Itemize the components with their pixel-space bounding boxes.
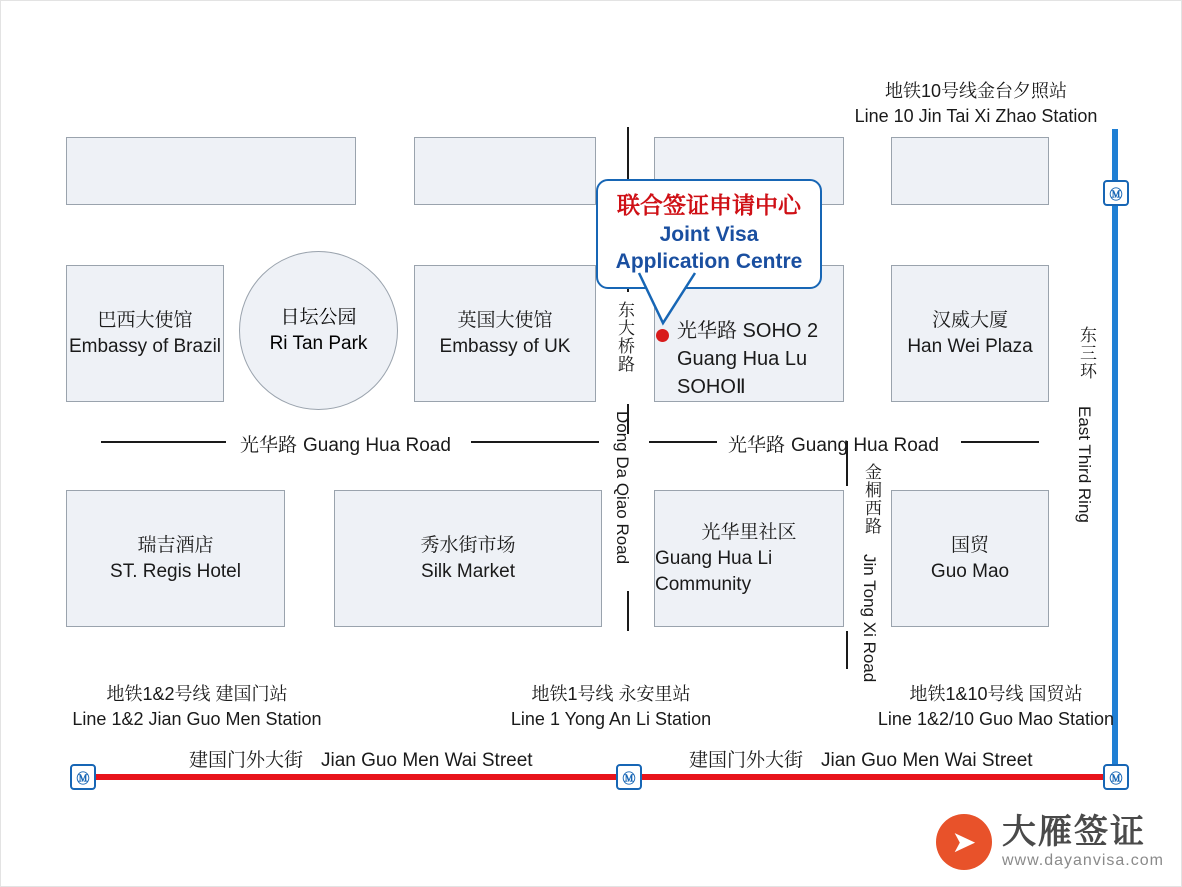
- callout-title-en-line1: Joint Visa: [659, 223, 759, 246]
- station-label-jin-tai-xi-zhao: [846, 79, 1106, 129]
- watermark-brand-cn: 大雁签证: [1002, 813, 1146, 851]
- road-guang-hua-segment-1: [101, 441, 226, 443]
- block-label-cn: 巴西大使馆: [97, 309, 193, 331]
- map-block-unlabeled-4: [891, 137, 1049, 205]
- station-label-cn: 地铁10号线金台夕照站: [884, 81, 1068, 101]
- station-label-yong-an-li: [481, 682, 741, 732]
- block-label-en: Guo Mao: [930, 560, 1010, 582]
- block-label-en: ST. Regis Hotel: [110, 560, 241, 582]
- callout-title-en-line2: Application Centre: [615, 250, 803, 273]
- watermark-logo-icon: [936, 814, 992, 870]
- road-label-en: Guang Hua Road: [303, 435, 451, 456]
- map-block-silk-market: [334, 490, 602, 627]
- station-label-jian-guo-men: [66, 682, 328, 732]
- watermark: [936, 813, 1164, 871]
- watermark-text: [1002, 813, 1164, 871]
- map-block-st-regis-hotel: [66, 490, 285, 627]
- road-dong-da-qiao-segment-3: [627, 591, 629, 631]
- block-label-en: Embassy of UK: [439, 335, 571, 357]
- block-label-cn: 汉威大厦: [931, 309, 1008, 331]
- road-jin-tong-xi-segment-1: [846, 441, 848, 486]
- block-label-cn: 瑞吉酒店: [137, 534, 214, 556]
- road-label-en: Jian Guo Men Wai Street: [321, 750, 533, 771]
- metro-station-icon-guo-mao[interactable]: [1103, 764, 1129, 790]
- station-label-cn: 地铁1号线 永安里站: [531, 684, 691, 704]
- map-block-unlabeled-1: [66, 137, 356, 205]
- road-label-jin-tong-xi-en: Jin Tong Xi Road: [860, 554, 879, 683]
- road-label-dong-da-qiao-en: Dong Da Qiao Road: [613, 411, 632, 565]
- block-label-en: Silk Market: [421, 560, 515, 582]
- station-label-en: Line 1&2/10 Guo Mao Station: [877, 709, 1115, 729]
- road-label-jin-tong-xi-cn: 金桐西路: [862, 463, 881, 535]
- park-label-en: Ri Tan Park: [269, 332, 368, 354]
- road-label-cn: 建国门外大街: [189, 750, 304, 771]
- block-label-cn: 英国大使馆: [457, 309, 553, 331]
- metro-station-icon-jin-tai-xi-zhao[interactable]: [1103, 180, 1129, 206]
- block-label-cn: 光华里社区: [701, 521, 797, 543]
- watermark-logo-glyph: ➤: [951, 825, 977, 859]
- location-marker-dot: [656, 329, 669, 342]
- metro-station-icon-yong-an-li[interactable]: [616, 764, 642, 790]
- road-guang-hua-segment-3: [649, 441, 717, 443]
- road-label-jian-guo-men-wai-right: [689, 745, 1033, 772]
- road-label-guang-hua-left: [240, 430, 451, 457]
- station-label-en: Line 1 Yong An Li Station: [510, 709, 712, 729]
- park-label-cn: 日坛公园: [280, 306, 357, 328]
- road-label-en: Jian Guo Men Wai Street: [821, 750, 1033, 771]
- metro-icon-glyph: Ⓜ: [1109, 770, 1123, 786]
- road-label-cn: 光华路: [240, 435, 298, 456]
- map-block-guo-mao: [891, 490, 1049, 627]
- road-jin-tong-xi-segment-2: [846, 631, 848, 669]
- road-label-east-third-ring-cn: 东三环: [1077, 326, 1096, 380]
- road-label-en: Guang Hua Road: [791, 435, 939, 456]
- map-block-embassy-of-uk: [414, 265, 596, 402]
- metro-station-icon-jian-guo-men[interactable]: [70, 764, 96, 790]
- block-label-en: Han Wei Plaza: [907, 335, 1033, 357]
- marker-label-en: Guang Hua Lu SOHOⅡ: [677, 348, 808, 398]
- map-block-guang-hua-li-community: [654, 490, 844, 627]
- subway-line-1: [81, 774, 1115, 780]
- block-label-cn: 秀水街市场: [420, 534, 516, 556]
- block-label-en: Guang Hua Li Community: [655, 547, 773, 595]
- block-label-cn: 国贸: [950, 534, 989, 556]
- metro-icon-glyph: Ⓜ: [76, 770, 90, 786]
- watermark-brand-url: www.dayanvisa.com: [1002, 852, 1164, 869]
- location-marker-label: [677, 317, 852, 401]
- map-block-embassy-of-brazil: [66, 265, 224, 402]
- marker-label-cn: 光华路 SOHO 2: [677, 320, 819, 342]
- callout-title-cn: 联合签证申请中心: [617, 192, 801, 218]
- map-area-ri-tan-park: [239, 251, 398, 410]
- road-label-cn: 光华路: [728, 435, 786, 456]
- road-label-dong-da-qiao-cn: 东大桥路: [615, 301, 634, 373]
- station-label-en: Line 10 Jin Tai Xi Zhao Station: [854, 106, 1098, 126]
- map-block-han-wei-plaza: [891, 265, 1049, 402]
- station-label-cn: 地铁1&2号线 建国门站: [106, 684, 288, 704]
- road-label-cn: 建国门外大街: [689, 750, 804, 771]
- road-label-east-third-ring-en: East Third Ring: [1075, 406, 1094, 523]
- station-label-cn: 地铁1&10号线 国贸站: [909, 684, 1083, 704]
- station-label-en: Line 1&2 Jian Guo Men Station: [72, 709, 322, 729]
- metro-icon-glyph: Ⓜ: [622, 770, 636, 786]
- road-guang-hua-segment-2: [471, 441, 599, 443]
- block-label-en: Embassy of Brazil: [68, 335, 222, 357]
- road-guang-hua-segment-4: [961, 441, 1039, 443]
- road-label-jian-guo-men-wai-left: [189, 745, 533, 772]
- metro-icon-glyph: Ⓜ: [1109, 186, 1123, 202]
- road-label-guang-hua-right: [728, 430, 939, 457]
- map-block-unlabeled-2: [414, 137, 596, 205]
- station-label-guo-mao: [866, 682, 1126, 732]
- joint-visa-application-centre-callout[interactable]: [596, 179, 822, 289]
